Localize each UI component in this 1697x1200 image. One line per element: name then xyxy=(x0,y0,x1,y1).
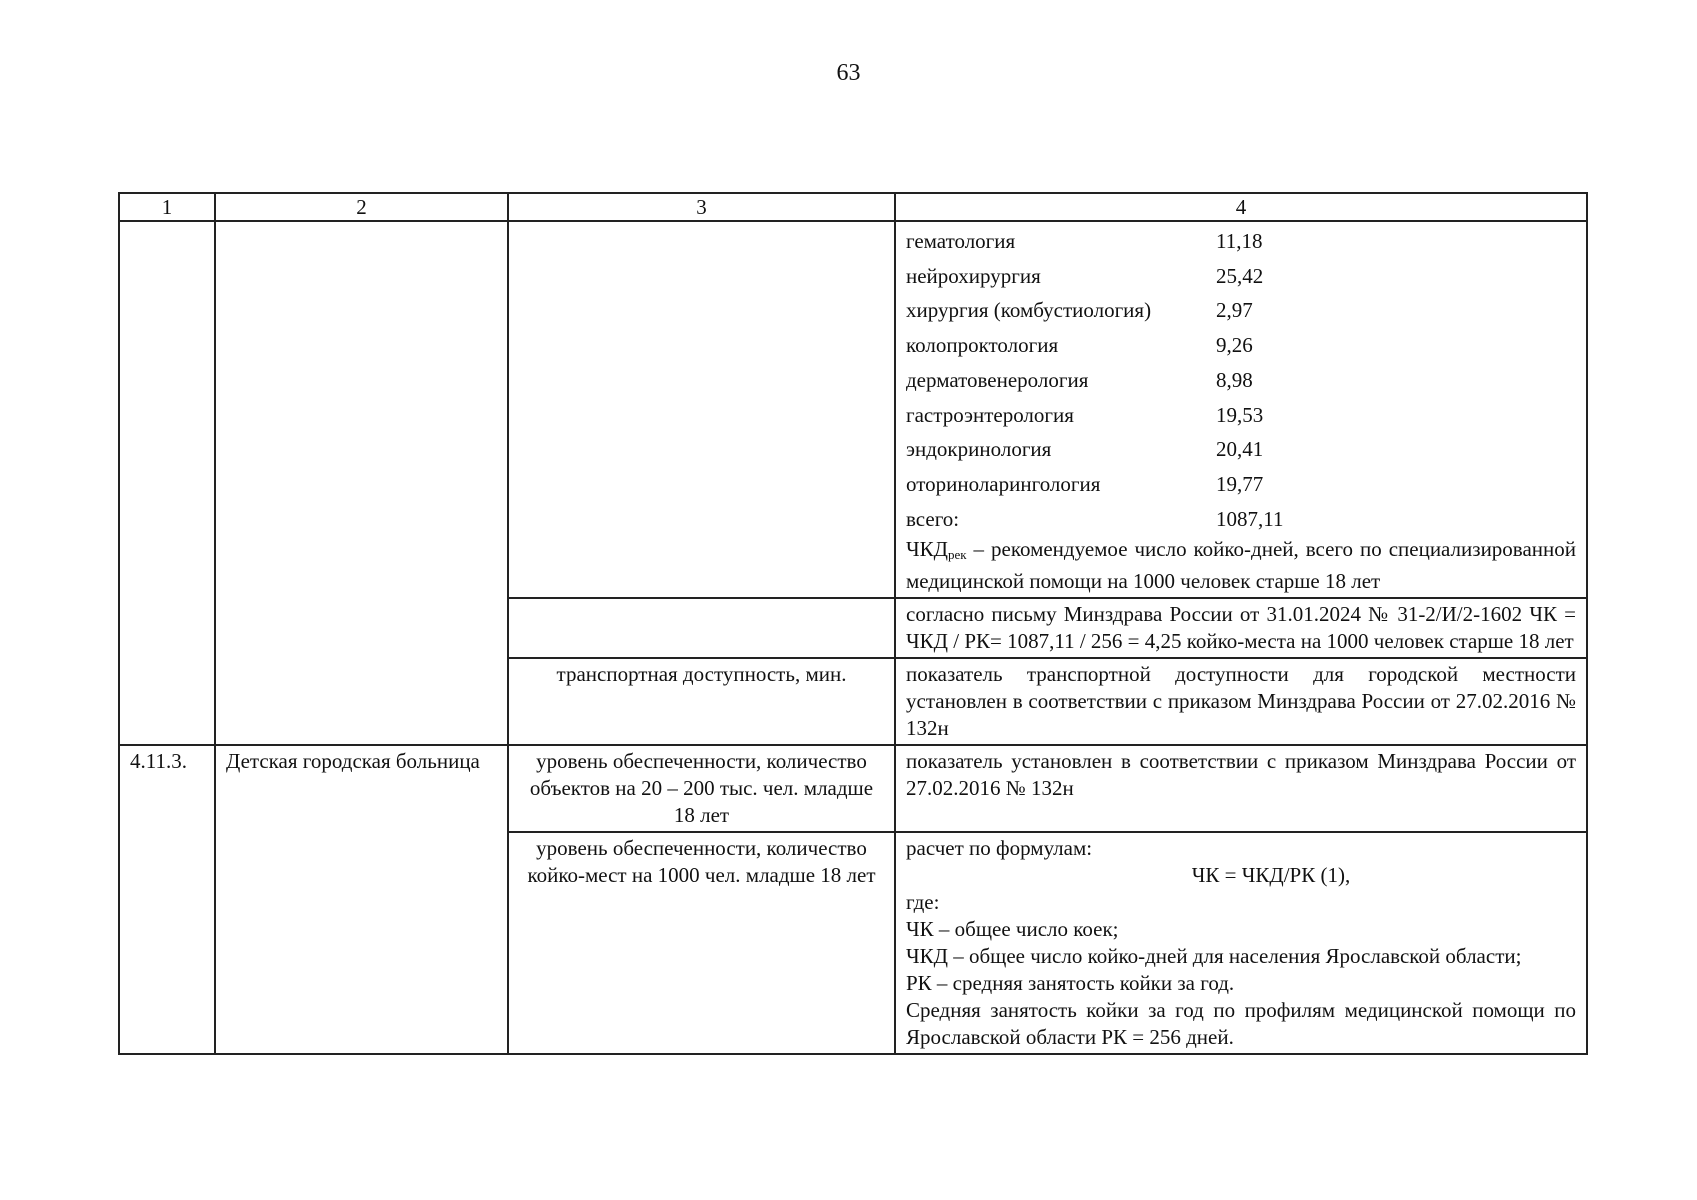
header-col-4: 4 xyxy=(895,193,1587,221)
list-item xyxy=(906,363,1283,398)
profile-name: дерматовенерология xyxy=(906,367,1089,392)
profile-value: 19,53 xyxy=(1216,402,1264,427)
profile-name: гастроэнтерология xyxy=(906,402,1074,427)
profile-value: 19,77 xyxy=(1216,471,1264,496)
chkd-rek-symbol: ЧКД xyxy=(906,537,948,562)
cell-profiles xyxy=(895,221,1587,598)
profile-name: оториноларингология xyxy=(906,471,1101,496)
table-row-4113-a xyxy=(119,745,1587,832)
cell-transport-text: показатель транспортной доступности для городской местности установлен в соответствии с приказом Минздрава России от 27.02.2016 № 132н xyxy=(895,658,1587,745)
list-item xyxy=(906,432,1283,467)
list-item xyxy=(906,328,1283,363)
list-item xyxy=(906,502,1283,537)
cell-letter-calc: согласно письму Минздрава России от 31.01.2024 № 31-2/И/2-1602 ЧК = ЧКД / РК= 1087,11 / 256 = 4,25 койко-места на 1000 человек старше 18 лет xyxy=(895,598,1587,658)
profile-name: гематология xyxy=(906,229,1016,253)
profiles-list xyxy=(906,224,1283,536)
cell-number-empty xyxy=(119,221,215,745)
calc-intro: расчет по формулам: xyxy=(906,836,1093,861)
profile-value: 11,18 xyxy=(1216,229,1263,253)
chkd-rek-text: – рекомендуемое число койко-дней, всего по специализированной медицинской помощи на 1000 человек старше 18 лет xyxy=(906,537,1576,594)
cell-indicator-empty xyxy=(508,598,895,658)
chkd-rek-subscript: рек xyxy=(947,547,967,563)
definition-chk: ЧК – общее число коек; xyxy=(906,917,1119,942)
average-occupancy: Средняя занятость койки за год по профилям медицинской помощи по Ярославской области РК = 256 дней. xyxy=(906,998,1576,1050)
header-col-2: 2 xyxy=(215,193,508,221)
list-item xyxy=(906,467,1283,502)
profile-value: 2,97 xyxy=(1216,298,1253,323)
header-col-1: 1 xyxy=(119,193,215,221)
cell-transport-label: транспортная доступность, мин. xyxy=(508,658,895,745)
definition-rk: РК – средняя занятость койки за год. xyxy=(906,971,1235,996)
cell-indicator-objects: уровень обеспеченности, количество объектов на 20 – 200 тыс. чел. младше 18 лет xyxy=(508,745,895,832)
profile-value: 1087,11 xyxy=(1216,506,1284,531)
table-row-profiles xyxy=(119,221,1587,598)
profile-name: эндокринология xyxy=(906,437,1052,462)
chkd-rek-definition xyxy=(906,536,1576,595)
cell-indicator-empty xyxy=(508,221,895,598)
profile-value: 20,41 xyxy=(1216,437,1264,462)
profile-name: хирургия (комбустиология) xyxy=(906,298,1152,323)
cell-value-beds xyxy=(895,832,1587,1054)
formula: ЧК = ЧКД/РК (1), xyxy=(1191,863,1351,888)
where-label: где: xyxy=(906,890,940,915)
profile-value: 25,42 xyxy=(1216,263,1264,288)
profile-name: колопроктология xyxy=(906,333,1059,358)
header-col-3: 3 xyxy=(508,193,895,221)
cell-indicator-beds: уровень обеспеченности, количество койко-мест на 1000 чел. младше 18 лет xyxy=(508,832,895,1054)
definition-chkd: ЧКД – общее число койко-дней для населения Ярославской области; xyxy=(906,944,1522,969)
list-item xyxy=(906,398,1283,433)
norms-table xyxy=(118,192,1588,1055)
cell-value-objects: показатель установлен в соответствии с приказом Минздрава России от 27.02.2016 № 132н xyxy=(895,745,1587,832)
profile-name: всего: xyxy=(906,506,960,531)
table-header-row xyxy=(119,193,1587,221)
list-item xyxy=(906,293,1283,328)
profile-value: 8,98 xyxy=(1216,367,1253,392)
profile-name: нейрохирургия xyxy=(906,263,1041,288)
cell-name-empty xyxy=(215,221,508,745)
cell-object-name: Детская городская больница xyxy=(215,745,508,1054)
list-item xyxy=(906,259,1283,294)
page-number: 63 xyxy=(836,60,861,86)
profile-value: 9,26 xyxy=(1216,333,1253,358)
cell-number: 4.11.3. xyxy=(119,745,215,1054)
list-item xyxy=(906,224,1283,259)
